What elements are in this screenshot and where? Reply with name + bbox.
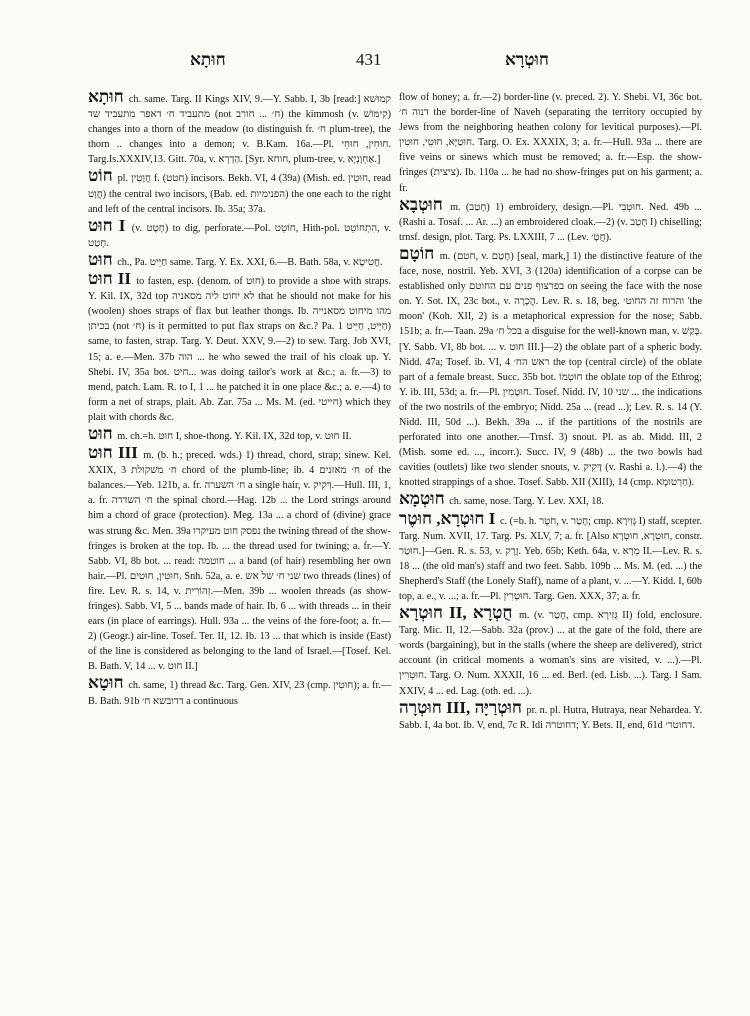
entry-headword: חוּטָא [88,673,124,693]
entry-headword: חוּטְמָא [399,489,445,509]
entry-headword: חוּטְרָה III, חוּטְרַיָּה [399,697,522,717]
entry-text: m. ch.=h. חוּט I, shoe-thong. Y. Kil. IX, 32d top, v. חוּט II. [117,430,352,442]
entry-text: (v. חָטָט) to dig, perforate.—Pol. חוֹטֵט, Hith-pol. הִתְחוֹטֵט, v. חָטַט. [88,222,391,249]
entry-text: ch. same, nose. Targ. Y. Lev. XXI, 18. [449,496,604,508]
entry-headword: חוּט [88,249,113,269]
entry-headword: חוּתָא [88,87,124,106]
entry-text: m. (חָטַב) 1) embroidery, design.—Pl. חוּטְבֵי. Ned. 49b ... (Rashi a. Tosaf. ... Ar. ...) an embroidered cloak.—2) (v. חָטַב I) chiselling; trnsf. design, plot. Targ. Ps. LXXIII, 7 ... (Lev. חֲטָ׳). [399,201,702,243]
dictionary-entry [399,243,703,491]
entry-text: pr. n. pl. Hutra, Hutraya, near Nehardea. Y. Sabb. I, 4a bot. Ib. V, end, 7c R. Idi דחוטרה; Y. Bets. II, end, 61d דחוטר׳. [399,704,702,731]
entry-headword: חוּטְרָא II, חֻטְרָא [399,603,513,623]
dictionary-entry [399,194,702,245]
entry-text: ch. same, 1) thread &c. Targ. Gen. XIV, 23 (cmp. חוּטִין); a. fr.—B. Bath. 91b דדובשא ח׳ a continuous [88,680,392,707]
dictionary-entry [88,269,392,425]
dictionary-entry [399,697,702,733]
entry-text: m. (v. חָטַר, cmp. גְּזִירָא II) fold, enclosure. Targ. Mic. II, 12.—Sabb. 32a (prov.) ... at the gate of the fold, there are words (bargaining), but in the stalls (where the sheep are delivered), strict account (in critical moments a woman's sins are visited, v. ...).—Pl. חוּטְרִין. Targ. O. Num. XXXII, 16 ... ed. Berl. (ed. Lisb. ...). Targ. I Sam. XXIV, 4 ... ed. Lag. (oth. ed. ...). [399,610,702,697]
dictionary-entry [399,90,702,196]
entry-headword: חוּט III [88,443,138,463]
entry-headword: חוּט [88,423,113,443]
dictionary-entry [88,423,391,444]
dictionary-entry [88,443,392,674]
entry-headword: חוֹטָם [399,243,435,263]
dictionary-entry [88,249,391,270]
entry-text: ch. same. Targ. II Kings XIV, 9.—Y. Sabb. I, 3b [read:] קמוּשׁא מתעביד ח׳ דאפר מתעביד שד (not ח׳ ... חורב) the kimmosh (v. קִימּוֹשׁ) changes into a thorn of the meadow (to distinguish fr. ח׳ plum-tree), the thorn .. changes into a demon; v. B.Kam. 16a.—Pl. חוּחִין, חוּחֵי. Targ.Is.XXXIV,13. Gitt. 70a, v. הַדְרָא. [Syr. חוחא, plum-tree, v. אַחְוָנְיָא.] [88,94,391,166]
running-headword-right: חוּטְרָא [505,50,549,69]
dictionary-entry [88,673,392,708]
entry-text: flow of honey; a. fr.—2) border-line (v. preced. 2). Y. Shebi. VI, 36c bot. דנוה ח׳ the border-line of Naveh (separating the territory occupied by Jews from the neighboring heathen colony for levitical purposes).—Pl. חוּטַיָּא, חוּטֵי, חוּטִין. Targ. O. Ex. XXXIX, 3; a. fr.—Hull. 93a ... there are five veins or sinews which must be removed; a. fr.—Esp. the show-fringes (ציצית). Ib. 110a ... he had no show-fringes put on his garment; a. fr. [399,92,702,194]
dictionary-entry [399,508,702,605]
right-column [399,90,702,735]
dictionary-entry [399,489,702,509]
running-headword-left: חוּתָא [190,50,226,69]
entry-text: pl. חֲוָטִין f. (חטט) incisors. Bekh. VI, 4 (39a) (Mish. ed. חוּטִין, read חֲוָט) the central two incisors, (Bab. ed. הפנימיות) the one each to the right and left of the central incisors. Ib. 35a; 37a. [88,173,391,215]
dictionary-entry [88,166,391,216]
page-header [0,46,750,76]
entry-headword: חוּטְבָא [399,194,443,214]
dictionary-entry [399,603,702,699]
entry-text: c. (=b. h. חֹטֶר, v. חָטַר; cmp. גְּזִירָא I) staff, scepter. Targ. Num. XVII, 17. Targ. Ps. XLV, 7; a. fr. [Also חוּטְרָא, חוּטְרָא, constr. חוּטַר.]—Gen. R. s. 53, v. זֶרֶק. Yeb. 65b; Keth. 64a, v. מְרָא II.—Lev. R. s. 18 ... (the old man's) staff and two feet. Sabb. 109b ... Ms. M. (ed. ...) the Shepherd's Staff (the Lonely Staff), name of a plant, v. ...—Y. Kidd. I, 60b top, a. e., v. ...; a. fr.—Pl. חוּטְרִין. Targ. Gen. XXX, 37; a. fr. [399,515,702,602]
entry-headword: חוּט I [88,215,126,235]
entry-text: ch., Pa. חַיֵּיט same. Targ. Y. Ex. XXI, 6.—B. Bath. 58a, v. חֲטִיטָא. [117,256,383,268]
entry-text: m. (b. h.; preced. wds.) 1) thread, chord, strap; sinew. Kel. XXIX, 3 ח׳ משקולת chord of the plumb-line; ib. 4 ח׳ מאזנים of the balances.—Yeb. 121b, a. fr. ח׳ השערה a single hair, v. דְּקִיק.—Hull. III, 1, a. fr. ח׳ השדרה the spinal chord.—Hag. 12b ... the Lord strings around him a chord of grace (protection). Meg. 13a ... a chord of (divine) grace was strung &c. Men. 39a נפסק חוט מעיקרו the twining thread of the show-fringes is broken at the top. Ib. ... the thread used for twining; a. fr.—Y. Sabb. VI, 8b bot. ... read: חוטמה ... a band (of hair) resembling her own hair.—Pl. חוּטִין, חוּטִים. Snh. 52a, a. e. שני ח׳ של אש two threads (lines) of fire. Lev. R. s. 14, v. זְהוֹרִית.—Men. 39b ... woolen threads (as show-fringes). Sabb. VI, 5 ... bands made of hair. Ib. 6 ... with threads ... in their ears (in place of earrings). Hull. 93a ... the veins of the fore-foot; a. fr.—2) (Geogr.) air-line. Tosef. Ter. II, 12. Ib. 13 ... that which is inside (East) of the line is considered as belonging to the land of Israel.—[Tosef. Kel. B. Bath. V, 14 ... v. חוּט II.] [88,450,392,673]
entry-text: to fasten, esp. (denom. of חוּט) to provide a shoe with straps. Y. Kil. IX, 32d top לא יחוט ליה מסאניה that he should not make for his (woolen) shoes straps of flax but leather thongs. Ib. מהו מיחוט מסאנייה בכיתן (not ח׳) is it permitted to put flax straps on &c.? Pa. חַיֵּיט, חַיֵּיט 1) same, to fasten, strap. Targ. Y. Deut. XXV, 9.—2) to sew. Targ. Job XVI, 15; a. e.—Men. 37b הוה ... he who sewed the trail of his cloak up. Y. Shebi. IV, 35a bot. חיט... was doing tailor's work at &c.; a. fr.—3) to mend, patch. Lam. R. to I, 1 ... he patched it in one place &c.; a. e.—4) to form a net of straps, plait. Ab. Zar. 75a ... Ms. M. (ed. חייטי) which they plait with chords &c. [88,276,392,423]
left-column [88,87,392,711]
entry-headword: חוּטְרָא, חוּטֶר I [399,508,496,528]
entry-text: m. (חטם, v. חָטַם) [seal, mark,] 1) the distinctive feature of the face, nose, nostril. Yeb. XVI, 3 (120a) identification of a corpse can be established only בפרצוף פנים עם החוטם on seeing the face with the nose on. Y. Sot. IX, 23c bot., v. הֲכָרָה. Lev. R. s. 18, beg. והרוח זה החוט׳ 'the moon' (Koh. XII, 2) is a metaphorical expression for the nose; Sabb. 151b; a. fr.—Taan. 29a בכל ח׳ a disguise for the well-known man, v. בָּקַשׁ. [Y. Sabb. VI, 8b bot. ... v. חוּט III.]—2) the oblate part of a spheric body. Nidd. 47a; Tosef. ib. VI, 4 ראש הח׳ the top (central circle) of the oblate part of a female breast. Succ. 35b bot. חוּטְמוֹ the oblate top of the Ethrog; Y. ib. III, 53d; a. fr.—Pl. חוּטָמִין. Tosef. Nidd. IV, 10 שני ... the indications of the two nostrils of the embryo; Nidd. 25a ... (read ...); Lev. R. s. 14 (Y. Nidd. III, 50d ...). Bekh. 39a ... if the partitions of the nostrils are perforated into one another.—Trnsf. 3) snout. Pl. as ab. Midd. III, 2 (Mish. some ed. ..., incorr.). Succ. IV, 9 (48b) ... the two bowls had cavities (outlets) like two slender snouts, v. דָּקִיק (v. Rashi a. l.).—4) the knotted strappings of a shoe. Tosef. Sabb. XII (XIII), 14 (cmp. חַרְטוּמָא). [399,250,703,489]
page-number: 431 [356,50,382,69]
entry-headword: חוּט II [88,269,131,289]
dictionary-entry [88,215,391,251]
dictionary-entry [88,87,391,167]
entry-headword: חוֹט [88,166,113,186]
